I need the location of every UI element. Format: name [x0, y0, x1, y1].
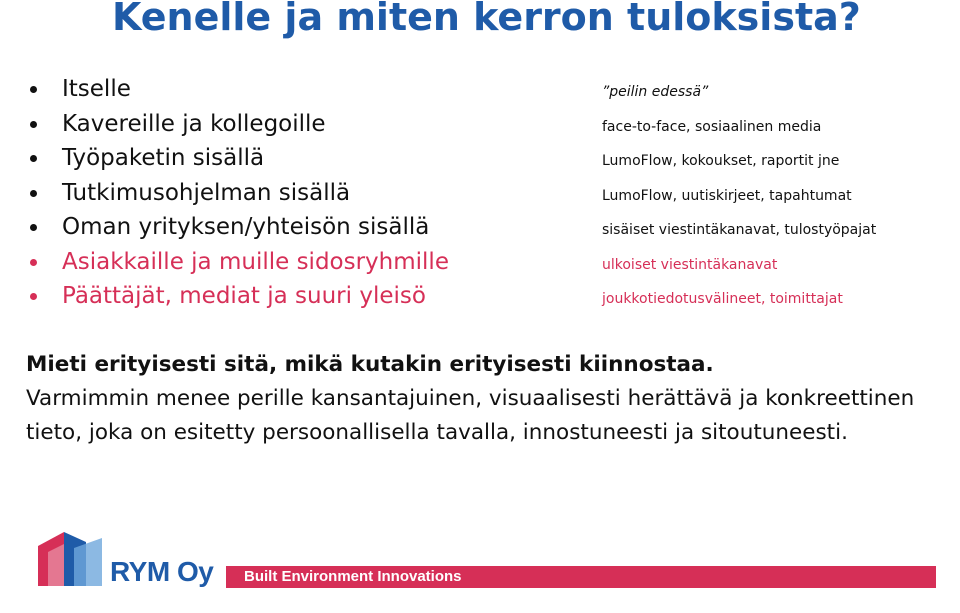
bullet-icon — [30, 121, 37, 128]
company-name: RYM Oy — [110, 556, 214, 587]
rym-logo-icon — [34, 528, 106, 590]
audience-label: Päättäjät, mediat ja suuri yleisö — [62, 283, 426, 309]
audience-item — [28, 141, 449, 176]
audience-list — [28, 72, 449, 314]
channel-item: ulkoiset viestintäkanavat — [602, 256, 778, 273]
channel-item: ”peilin edessä” — [602, 84, 709, 100]
summary-text — [26, 348, 936, 450]
channel-item: face-to-face, sosiaalinen media — [602, 118, 822, 135]
audience-item — [28, 107, 449, 142]
bullet-icon — [30, 190, 37, 197]
audience-item — [28, 279, 449, 314]
tagline-text: Built Environment Innovations — [244, 568, 462, 585]
audience-item — [28, 176, 449, 211]
audience-item — [28, 210, 449, 245]
audience-item — [28, 245, 449, 280]
summary-lead: Mieti erityisesti sitä, mikä kutakin erityisesti kiinnostaa. — [26, 352, 714, 377]
bullet-icon — [30, 259, 37, 266]
bullet-icon — [30, 293, 37, 300]
channel-item: LumoFlow, uutiskirjeet, tapahtumat — [602, 187, 852, 204]
audience-label: Tutkimusohjelman sisällä — [62, 179, 351, 206]
bullet-icon — [30, 155, 37, 162]
audience-label: Kavereille ja kollegoille — [62, 110, 326, 137]
channel-item: sisäiset viestintäkanavat, tulostyöpajat — [602, 222, 877, 238]
bullet-icon — [30, 86, 37, 93]
bullet-icon — [30, 224, 37, 231]
channel-item: joukkotiedotusvälineet, toimittajat — [602, 291, 843, 307]
channel-list — [602, 78, 876, 320]
audience-label: Asiakkaille ja muille sidosryhmille — [62, 248, 449, 275]
tagline-banner — [226, 566, 936, 588]
audience-label: Itselle — [62, 76, 131, 102]
audience-item — [28, 72, 449, 107]
audience-label: Oman yrityksen/yhteisön sisällä — [62, 214, 430, 240]
slide-title: Kenelle ja miten kerron tuloksista? — [112, 0, 861, 39]
audience-label: Työpaketin sisällä — [62, 145, 265, 171]
summary-body: Varmimmin menee perille kansantajuinen, visuaalisesti herättävä ja konkreettinen tieto, joka on esitetty persoonallisella tavalla, innostuneesti ja sitoutuneesti. — [26, 386, 915, 445]
channel-item: LumoFlow, kokoukset, raportit jne — [602, 153, 840, 169]
